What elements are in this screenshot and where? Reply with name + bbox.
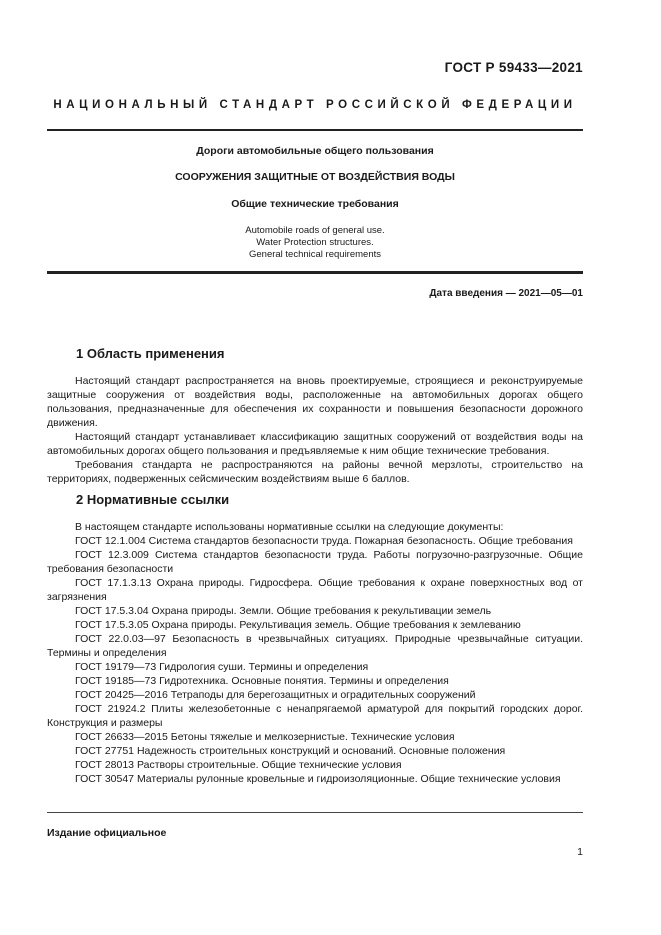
title-line-1: Дороги автомобильные общего пользования	[196, 145, 434, 157]
paragraph: Настоящий стандарт устанавливает классификацию защитных сооружений от воздействия воды на автомобильных дорогах общего пользования и предъявляемые к ним общие технические требования.	[47, 431, 583, 457]
reference-item: ГОСТ 26633—2015 Бетоны тяжелые и мелкозернистые. Технические условия	[75, 731, 455, 743]
title-line-3: Общие технические требования	[231, 198, 399, 210]
section-1-body	[47, 374, 583, 486]
paragraph: Требования стандарта не распространяются на районы вечной мерзлоты, строительство на территориях, подверженных сейсмическим воздействиям выше 6 баллов.	[47, 459, 583, 485]
reference-item: ГОСТ 12.1.004 Система стандартов безопасности труда. Пожарная безопасность. Общие требования	[75, 535, 573, 547]
english-title-line: Water Protection structures.	[256, 237, 374, 248]
footer-divider	[47, 812, 583, 813]
reference-item: ГОСТ 19179—73 Гидрология суши. Термины и определения	[75, 661, 369, 673]
reference-item: ГОСТ 17.5.3.04 Охрана природы. Земли. Общие требования к рекультивации земель	[75, 605, 492, 617]
section-2-body	[47, 520, 583, 786]
reference-item: ГОСТ 22.0.03—97 Безопасность в чрезвычайных ситуациях. Природные чрезвычайные ситуации. Термины и определения	[47, 633, 583, 659]
reference-item: ГОСТ 17.5.3.05 Охрана природы. Рекультивация земель. Общие требования к землеванию	[75, 619, 521, 631]
english-title-line: General technical requirements	[248, 249, 381, 260]
paragraph: Настоящий стандарт распространяется на вновь проектируемые, строящиеся и реконструируемые защитные сооружения от воздействия воды, расположенные на автомобильных дорогах общего пользования, предназначенные для обеспечения их сохранности и повышения безопасности дорожного движения.	[47, 375, 583, 429]
national-standard-banner: НАЦИОНАЛЬНЫЙ СТАНДАРТ РОССИЙСКОЙ ФЕДЕРАЦИИ	[53, 99, 577, 111]
reference-item: ГОСТ 28013 Растворы строительные. Общие технические условия	[75, 759, 402, 771]
section-heading: 2 Нормативные ссылки	[76, 492, 230, 507]
reference-item: ГОСТ 17.1.3.13 Охрана природы. Гидросфера. Общие требования к охране поверхностных вод от загрязнения	[47, 577, 583, 603]
reference-item: ГОСТ 21924.2 Плиты железобетонные с ненапрягаемой арматурой для покрытий городских дорог. Конструкция и размеры	[47, 703, 583, 729]
english-title	[47, 225, 583, 261]
official-edition-label: Издание официальное	[47, 827, 167, 839]
reference-item: ГОСТ 27751 Надежность строительных конструкций и оснований. Основные положения	[75, 745, 506, 757]
reference-item: ГОСТ 12.3.009 Система стандартов безопасности труда. Работы погрузочно-разгрузочные. Общие требования безопасности	[47, 549, 583, 575]
divider-top	[47, 129, 583, 131]
paragraph: В настоящем стандарте использованы нормативные ссылки на следующие документы:	[75, 521, 504, 533]
title-line-2: СООРУЖЕНИЯ ЗАЩИТНЫЕ ОТ ВОЗДЕЙСТВИЯ ВОДЫ	[175, 171, 455, 183]
section-heading: 1 Область применения	[76, 346, 225, 361]
document-code: ГОСТ Р 59433—2021	[444, 60, 583, 75]
divider-bottom	[47, 271, 583, 274]
page-number: 1	[577, 846, 583, 858]
reference-item: ГОСТ 20425—2016 Тетраподы для берегозащитных и оградительных сооружений	[75, 689, 476, 701]
introduction-date: Дата введения — 2021—05—01	[429, 288, 583, 299]
reference-item: ГОСТ 30547 Материалы рулонные кровельные и гидроизоляционные. Общие технические условия	[75, 773, 561, 785]
english-title-line: Automobile roads of general use.	[245, 225, 385, 236]
reference-item: ГОСТ 19185—73 Гидротехника. Основные понятия. Термины и определения	[75, 675, 449, 687]
